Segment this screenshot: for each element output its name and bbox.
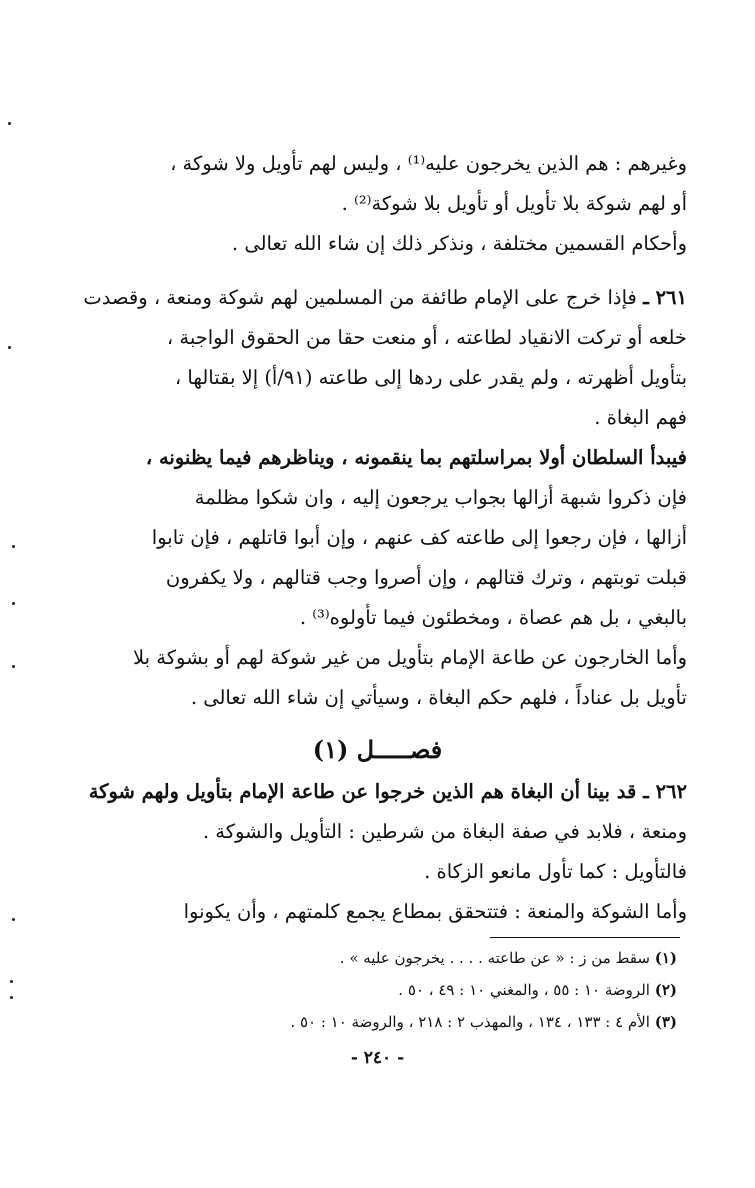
text-line-bold: فيبدأ السلطان أولا بمراسلتهم بما ينقمونه ، ويناظرهم فيما يظنونه ، (145, 446, 687, 469)
chapter-heading: فصـــــل (١) (312, 735, 443, 764)
text-line-bold (67, 772, 687, 812)
footnote-number: (٣) (654, 1013, 677, 1031)
text-line: تأويل بل عناداً ، فلهم حكم البغاة ، وسيأتي إن شاء الله تعالى . (190, 686, 687, 709)
section-text: فإذا خرج على الإمام طائفة من المسلمين لهم شوكة ومنعة ، وقصدت (83, 286, 637, 309)
text-line: بالبغي ، بل هم عصاة ، ومخطئون فيما تأولوه⁽³⁾ . (299, 606, 687, 629)
footnote (97, 974, 677, 1006)
section-number: ٢٦٢ ـ (643, 780, 687, 803)
footnote-text: سقط من ز : « عن طاعته . . . . يخرجون عليه » . (339, 949, 650, 967)
text-line: وأحكام القسمين مختلفة ، ونذكر ذلك إن شاء الله تعالى . (231, 232, 687, 255)
margin-mark (10, 980, 13, 983)
page-number: - ٢٤٠ - (350, 1048, 405, 1068)
margin-mark (12, 918, 15, 921)
text-line: وغيرهم : هم الذين يخرجون عليه⁽¹⁾ ، وليس لهم تأويل ولا شوكة ، (170, 152, 687, 175)
section-261 (67, 278, 687, 318)
text-line: أزالها ، فإن رجعوا إلى طاعته كف عنهم ، وإن أبوا قاتلهم ، فإن تابوا (151, 526, 687, 549)
margin-mark (12, 602, 15, 605)
footnote-number: (٢) (654, 981, 677, 999)
section-262 (67, 772, 687, 812)
footnotes (97, 942, 677, 1038)
text-line: وأما الشوكة والمنعة : فتتحقق بمطاع يجمع كلمتهم ، وأن يكونوا (183, 900, 687, 923)
text-line: أو لهم شوكة بلا تأويل أو تأويل بلا شوكة⁽²⁾ . (341, 192, 687, 215)
footnote (97, 942, 677, 974)
margin-mark (8, 346, 11, 349)
text-line: بتأويل أظهرته ، ولم يقدر على ردها إلى طاعته (٩١/أ) إلا بقتالها ، (174, 366, 687, 389)
margin-mark (8, 122, 11, 125)
text-line: فالتأويل : كما تأول مانعو الزكاة . (424, 860, 687, 883)
text-line (67, 278, 687, 318)
footnote-text: الروضة ١٠ : ٥٥ ، والمغني ١٠ : ٤٩ ، ٥٠ . (398, 981, 650, 999)
margin-mark (10, 996, 13, 999)
text-line: فإن ذكروا شبهة أزالها بجواب يرجعون إليه ، وان شكوا مظلمة (194, 486, 687, 509)
footnote-number: (١) (654, 949, 677, 967)
footnote-text: الأم ٤ : ١٣٣ ، ١٣٤ ، والمهذب ٢ : ٢١٨ ، والروضة ١٠ : ٥٠ . (290, 1013, 650, 1031)
footnote-rule (490, 937, 680, 938)
text-line: قبلت توبتهم ، وترك قتالهم ، وإن أصروا وجب قتالهم ، ولا يكفرون (165, 566, 687, 589)
margin-mark (12, 665, 15, 668)
text-line: خلعه أو تركت الانقياد لطاعته ، أو منعت حقا من الحقوق الواجبة ، (166, 326, 687, 349)
section-number: ٢٦١ ـ (643, 286, 687, 309)
text-line: ومنعة ، فلابد في صفة البغاة من شرطين : التأويل والشوكة . (202, 820, 687, 843)
footnote (97, 1006, 677, 1038)
intro-paragraph (107, 144, 687, 264)
margin-mark (12, 545, 15, 548)
section-261-body (107, 318, 687, 718)
text-line: وأما الخارجون عن طاعة الإمام بتأويل من غير شوكة لهم أو بشوكة بلا (133, 646, 687, 669)
section-text: قد بينا أن البغاة هم الذين خرجوا عن طاعة الإمام بتأويل ولهم شوكة (88, 780, 637, 803)
text-line: فهم البغاة . (594, 406, 687, 429)
section-262-body (107, 812, 687, 932)
